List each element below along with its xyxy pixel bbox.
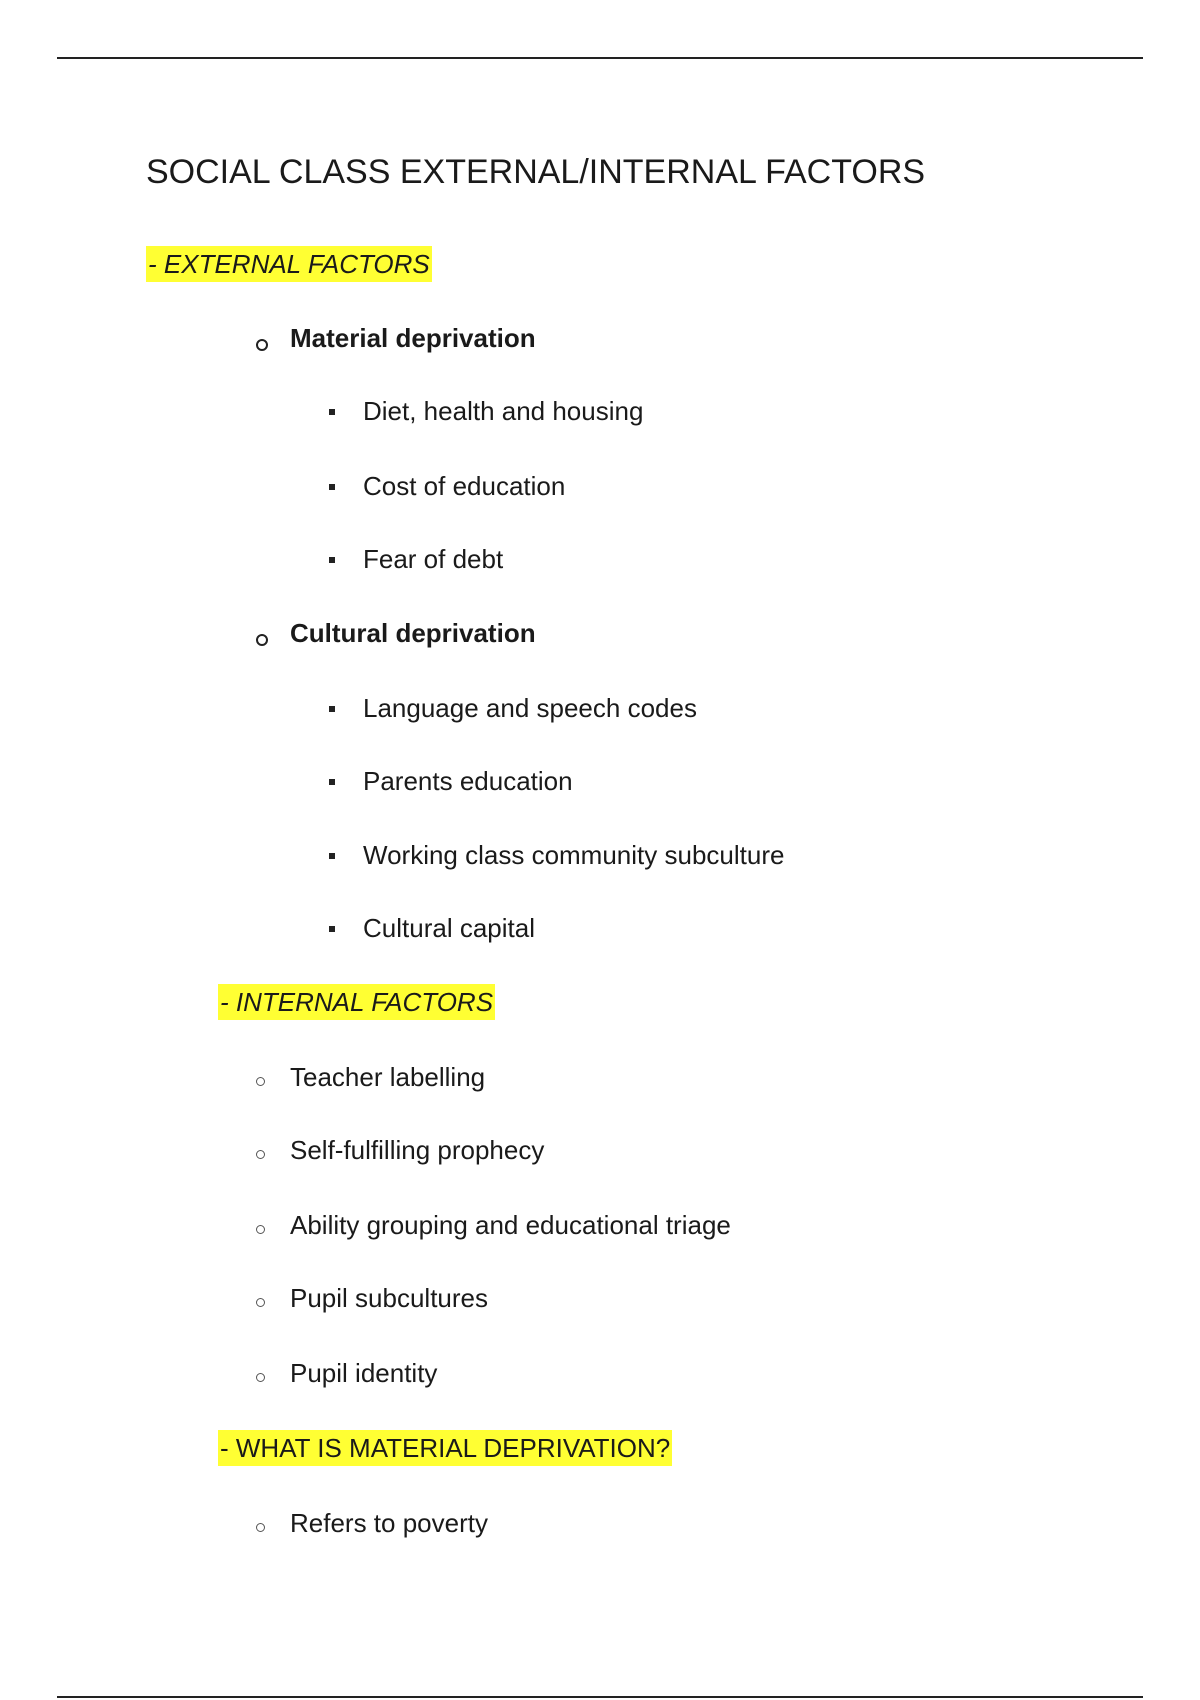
list-item: Ability grouping and educational triage — [290, 1210, 731, 1240]
top-rule — [57, 57, 1143, 59]
square-bullet-icon — [329, 557, 335, 563]
square-bullet-icon — [329, 926, 335, 932]
list-item: Language and speech codes — [363, 693, 697, 723]
bottom-rule — [57, 1696, 1143, 1698]
group-label-material-deprivation: Material deprivation — [290, 323, 536, 353]
list-item: Cost of education — [363, 471, 566, 501]
square-bullet-icon — [329, 706, 335, 712]
square-bullet-icon — [329, 484, 335, 490]
circle-bullet-icon — [256, 1150, 265, 1159]
circle-bullet-icon — [256, 339, 268, 351]
list-item: Pupil identity — [290, 1358, 438, 1388]
heading-what-is-material-deprivation: - WHAT IS MATERIAL DEPRIVATION? — [218, 1430, 672, 1466]
circle-bullet-icon — [256, 1298, 265, 1307]
list-item: Cultural capital — [363, 913, 535, 943]
circle-bullet-icon — [256, 1523, 265, 1532]
circle-bullet-icon — [256, 1077, 265, 1086]
group-label-cultural-deprivation: Cultural deprivation — [290, 618, 536, 648]
page-title: SOCIAL CLASS EXTERNAL/INTERNAL FACTORS — [146, 153, 926, 191]
circle-bullet-icon — [256, 634, 268, 646]
square-bullet-icon — [329, 779, 335, 785]
square-bullet-icon — [329, 409, 335, 415]
list-item: Working class community subculture — [363, 840, 785, 870]
list-item: Parents education — [363, 766, 573, 796]
heading-internal-factors: - INTERNAL FACTORS — [218, 984, 495, 1020]
list-item: Teacher labelling — [290, 1062, 486, 1092]
circle-bullet-icon — [256, 1225, 265, 1234]
circle-bullet-icon — [256, 1373, 265, 1382]
list-item: Pupil subcultures — [290, 1283, 488, 1313]
list-item: Fear of debt — [363, 544, 504, 574]
list-item: Self-fulfilling prophecy — [290, 1135, 545, 1165]
heading-external-factors: - EXTERNAL FACTORS — [146, 246, 432, 282]
list-item: Refers to poverty — [290, 1508, 488, 1538]
square-bullet-icon — [329, 853, 335, 859]
list-item: Diet, health and housing — [363, 396, 644, 426]
